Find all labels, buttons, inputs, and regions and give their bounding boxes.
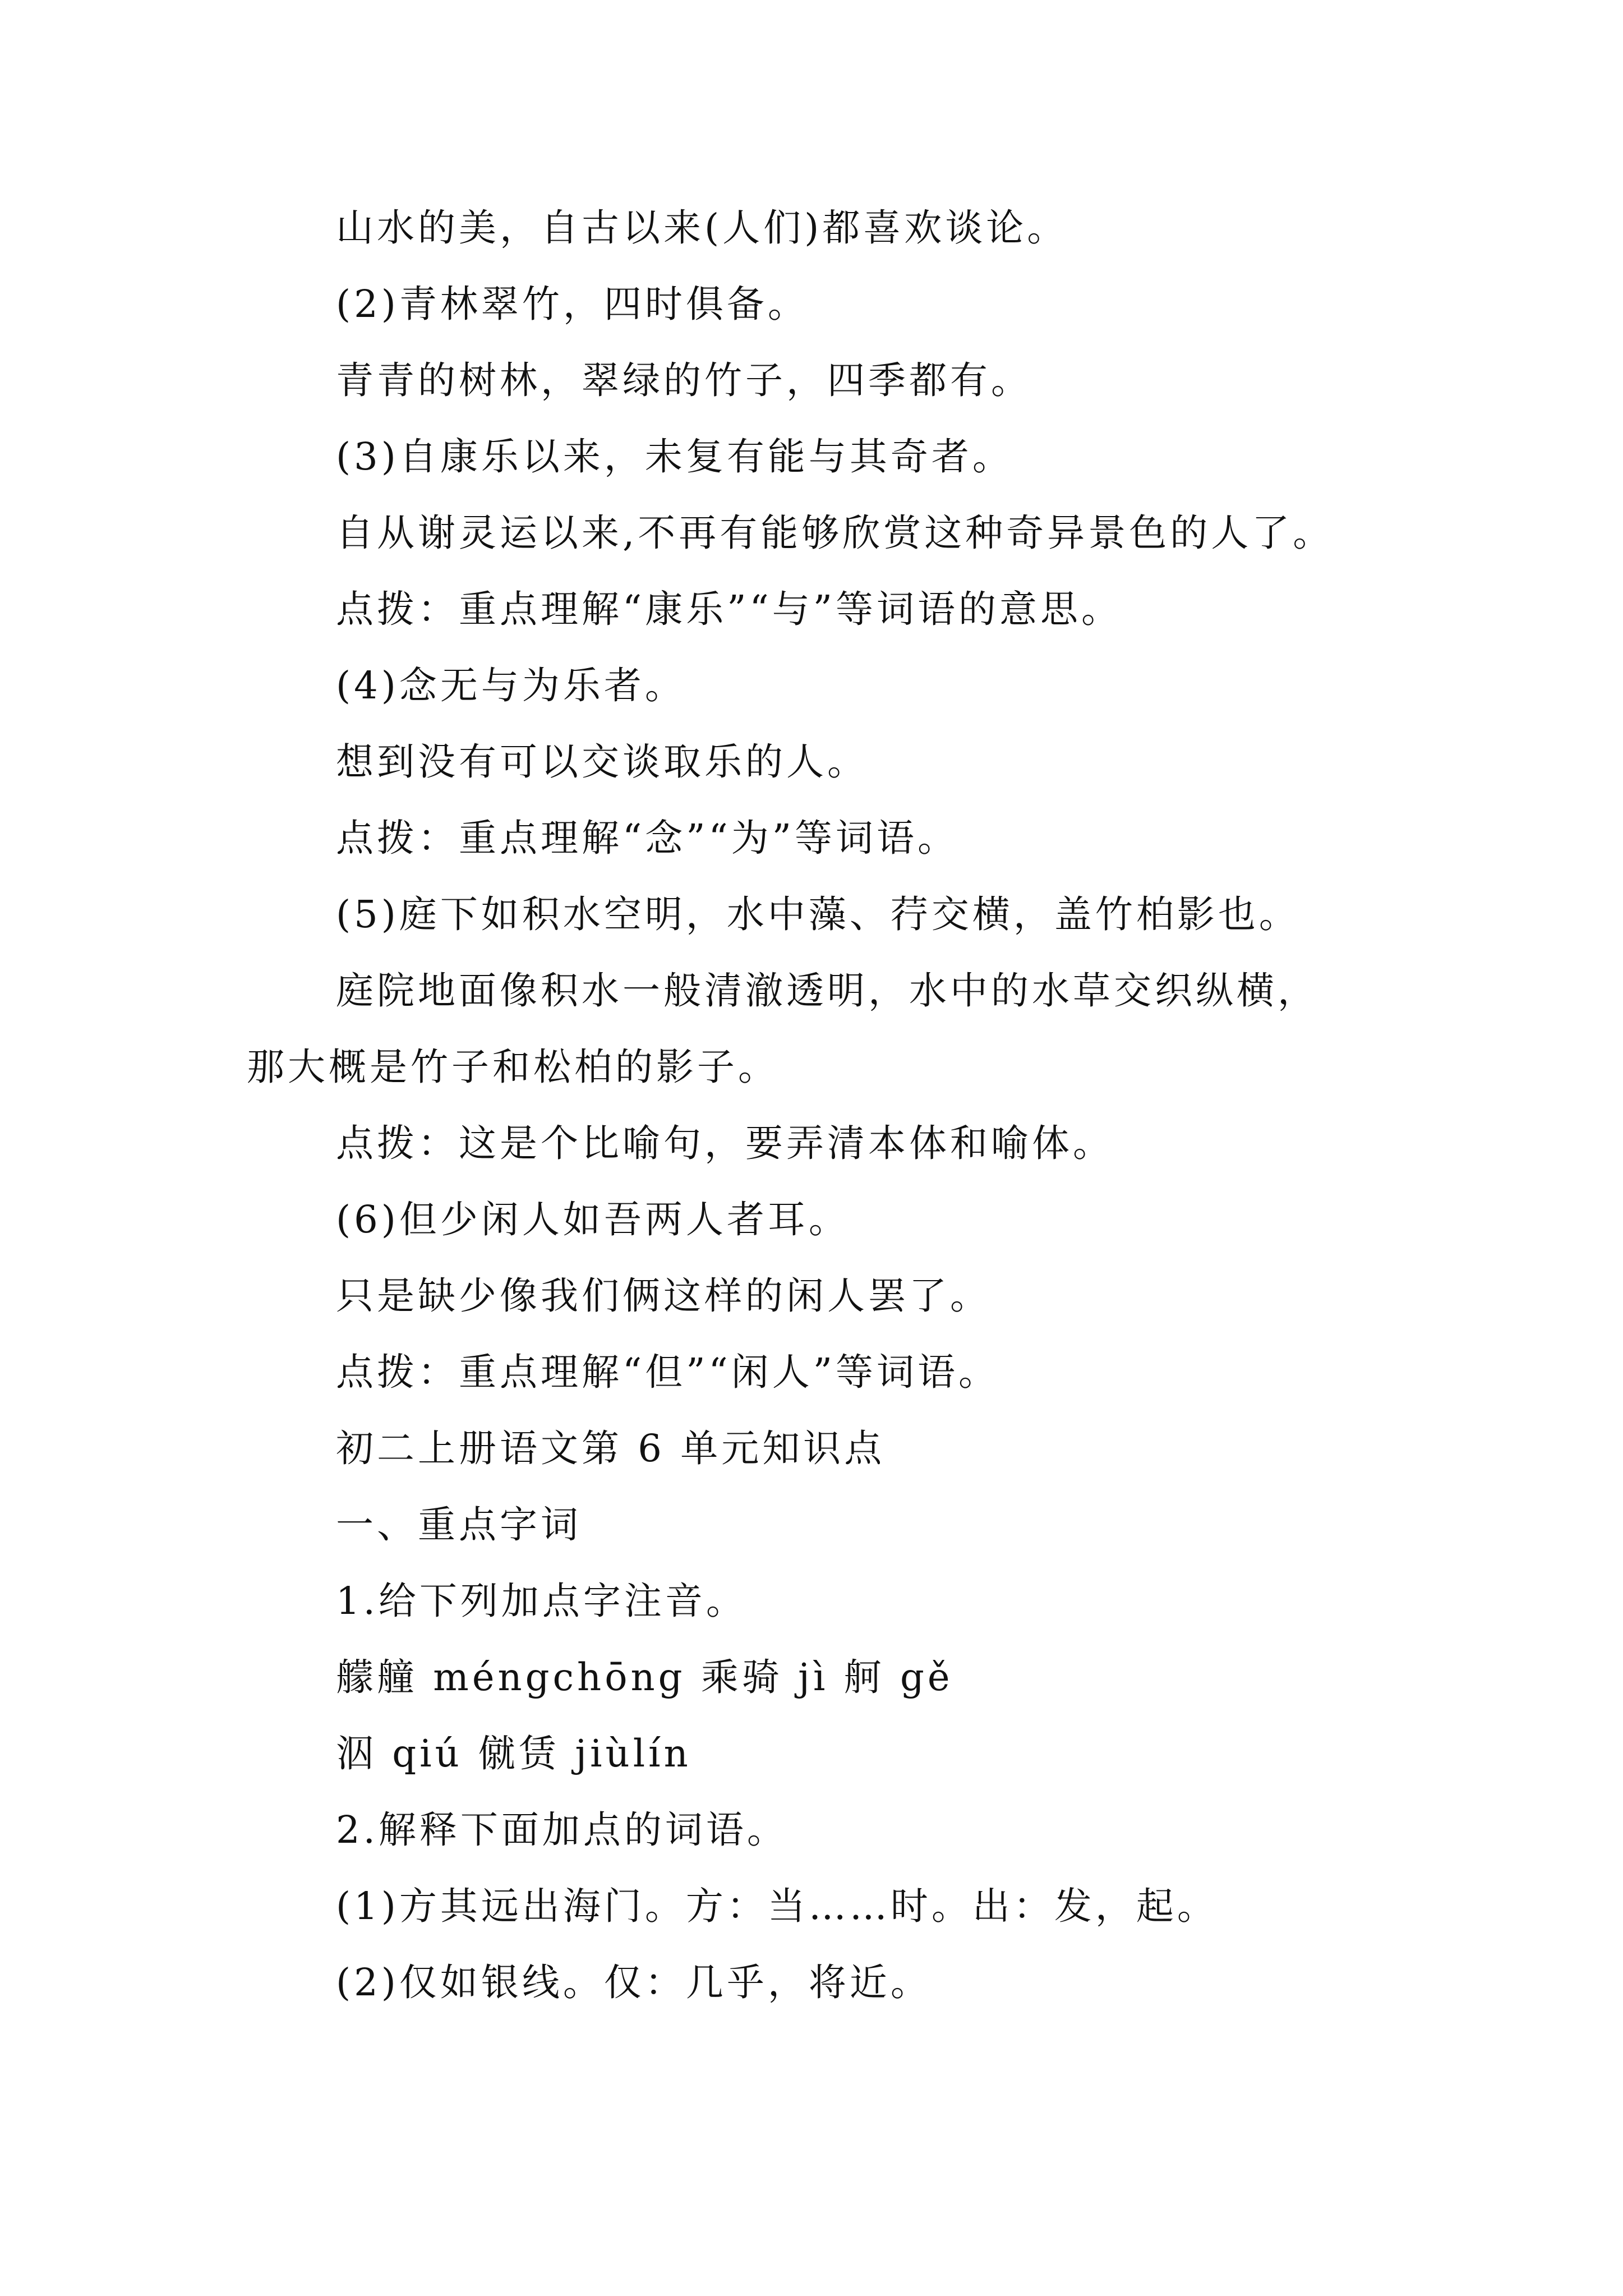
pinyin-line: 泅 qiú 僦赁 jiùlín: [336, 1732, 691, 1775]
text-line: (5)庭下如积水空明，水中藻、荇交横，盖竹柏影也。: [336, 892, 1300, 936]
text-line: (3)自康乐以来，未复有能与其奇者。: [336, 435, 1013, 478]
text-line: 1.给下列加点字注音。: [336, 1579, 747, 1623]
section-title: 初二上册语文第 6 单元知识点: [336, 1427, 886, 1470]
text-line: (2)仅如银线。仅：几乎，将近。: [336, 1961, 932, 2004]
text-line: 点拨：重点理解“念”“为”等词语。: [336, 816, 959, 860]
subsection-heading: 一、重点字词: [336, 1503, 582, 1547]
document-body: [247, 206, 1430, 2040]
text-line: (6)但少闲人如吾两人者耳。: [336, 1198, 850, 1241]
text-line: 只是缺少像我们俩这样的闲人罢了。: [336, 1274, 991, 1318]
text-line: 想到没有可以交谈取乐的人。: [336, 740, 868, 784]
text-line: 点拨：重点理解“康乐”“与”等词语的意思。: [336, 587, 1123, 631]
text-line: (1)方其远出海门。方：当……时。出：发，起。: [336, 1884, 1218, 1928]
text-line: 2.解释下面加点的词语。: [336, 1808, 788, 1852]
text-line: 自从谢灵运以来,不再有能够欣赏这种奇异景色的人了。: [336, 511, 1334, 555]
text-line: 青青的树林，翠绿的竹子，四季都有。: [336, 358, 1032, 402]
text-line: 山水的美，自古以来(人们)都喜欢谈论。: [336, 206, 1068, 250]
pinyin-line: 艨艟 méngchōng 乘骑 jì 舸 gě: [336, 1655, 953, 1699]
wrapped-paragraph: [247, 969, 1430, 1089]
text-line: (2)青林翠竹，四时俱备。: [336, 282, 809, 326]
paragraph-continuation-line: 那大概是竹子和松柏的影子。: [247, 1045, 779, 1089]
paragraph-first-line: 庭院地面像积水一般清澈透明，水中的水草交织纵横，: [336, 969, 1318, 1013]
text-line: 点拨：这是个比喻句，要弄清本体和喻体。: [336, 1121, 1114, 1165]
text-line: (4)念无与为乐者。: [336, 664, 686, 707]
text-line: 点拨：重点理解“但”“闲人”等词语。: [336, 1350, 1000, 1394]
